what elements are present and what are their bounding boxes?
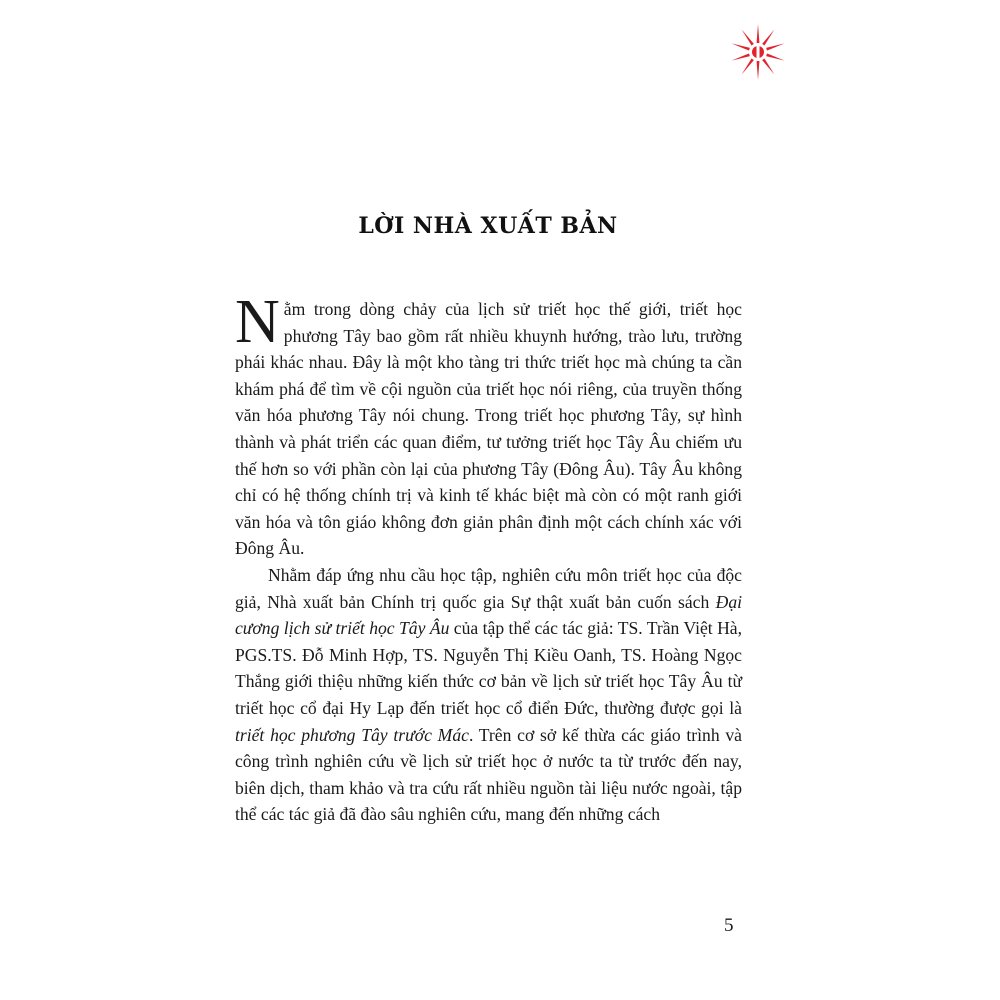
page-title: LỜI NHÀ XUẤT BẢN xyxy=(358,213,618,239)
paragraph-2-part1: Nhằm đáp ứng nhu cầu học tập, nghiên cứu môn triết học của độc giả, Nhà xuất bản Chính trị quốc gia Sự thật xuất bản cuốn sách xyxy=(235,564,742,612)
drop-cap: N xyxy=(235,288,280,356)
paragraph-2 xyxy=(235,562,742,828)
publisher-logo xyxy=(728,22,788,82)
paragraph-2-part2: của tập thể các tác giả: TS. Trần Việt Hà, PGS.TS. Đỗ Minh Hợp, TS. Nguyễn Thị Kiều Oanh, TS. Hoàng Ngọc Thắng giới thiệu những kiến thức cơ bản về lịch sử triết học Tây Âu từ triết học cổ đại Hy Lạp đến triết học cổ điển Đức, thường được gọi là xyxy=(235,618,743,718)
paragraph-2-part3: . Trên cơ sở kế thừa các giáo trình và công trình nghiên cứu về lịch sử triết học ở nước ta từ trước đến nay, biên dịch, tham khảo và tra cứu rất nhiều nguồn tài liệu nước ngoài, tập thể các tác giả đã đào sâu nghiên cứu, mang đến những cách xyxy=(235,724,742,825)
book-title: Đại cương lịch sử triết học Tây Âu xyxy=(235,591,742,639)
page-number: 5 xyxy=(724,915,734,936)
publisher-star-emblem-icon xyxy=(728,22,788,82)
paragraph-1 xyxy=(235,288,742,562)
italic-term: triết học phương Tây trước Mác xyxy=(235,724,469,745)
paragraph-1-text: ằm trong dòng chảy của lịch sử triết học thế giới, triết học phương Tây bao gồm rất nhiều khuynh hướng, trào lưu, trường phái khác nhau. Đây là một kho tàng tri thức triết học mà chúng ta cần khám phá để tìm về cội nguồn của triết học nói riêng, của truyền thống văn hóa phương Tây nói chung. Trong triết học phương Tây, sự hình thành và phát triển các quan điểm, tư tưởng triết học Tây Âu chiếm ưu thế hơn so với phần còn lại của phương Tây (Đông Âu). Tây Âu không chỉ có hệ thống chính trị và kinh tế khác biệt mà còn có một ranh giới văn hóa và tôn giáo không đơn giản phân định một cách chính xác với Đông Âu. xyxy=(235,299,742,559)
body-text xyxy=(235,288,743,828)
